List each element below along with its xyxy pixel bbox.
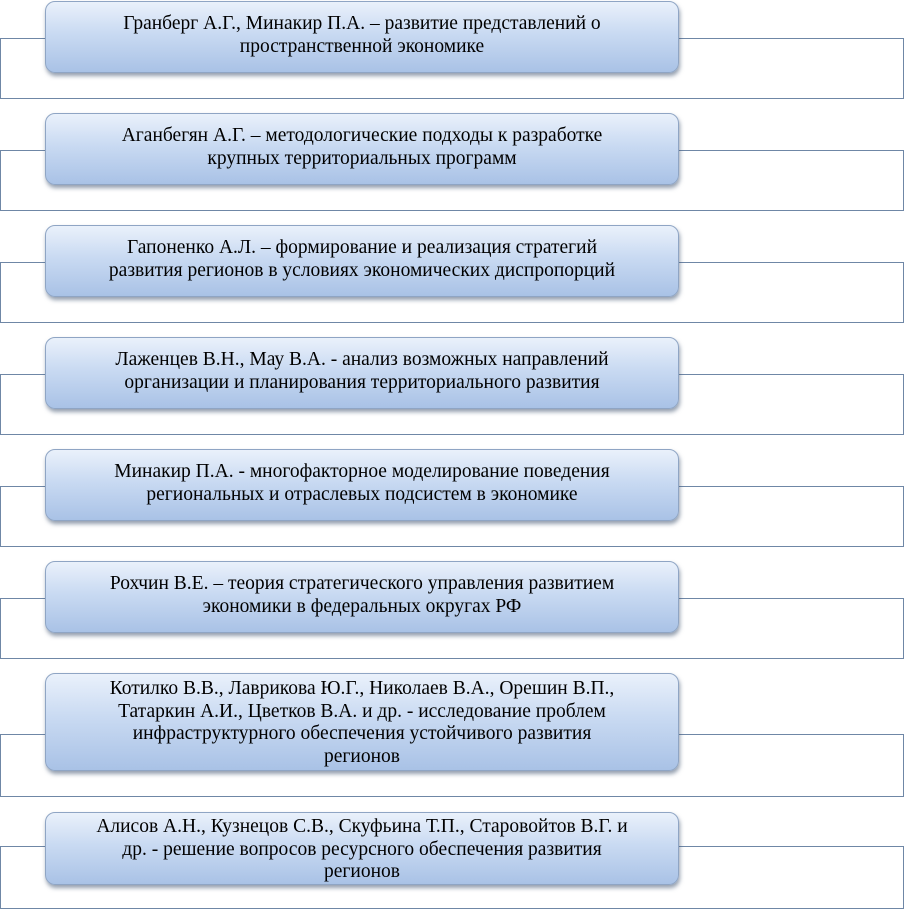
item-text: Минакир П.А. - многофакторное моделирование поведения региональных и отраслевых подсистем в экономике <box>114 461 610 505</box>
item-box-alisov <box>45 812 679 885</box>
item-box-minakir <box>45 449 679 521</box>
item-text: Лаженцев В.Н., Мау В.А. - анализ возможных направлений организации и планирования территориального развития <box>115 349 609 393</box>
item-text: Гапоненко А.Л. – формирование и реализация стратегий развития регионов в условиях экономических диспропорций <box>108 237 616 281</box>
item-text: Алисов А.Н., Кузнецов С.В., Скуфьина Т.П., Старовойтов В.Г. и др. - решение вопросов ресурсного обеспечения развития регионов <box>96 816 628 882</box>
item-text: Гранберг А.Г., Минакир П.А. – развитие представлений о пространственной экономике <box>123 13 601 57</box>
item-box-gaponenko <box>45 225 679 297</box>
item-text: Котилко В.В., Лаврикова Ю.Г., Николаев В.А., Орешин В.П., Татаркин А.И., Цветков В.А. и др. - исследование проблем инфраструктурного обеспечения устойчивого развития регионов <box>109 678 615 767</box>
item-box-rokhchin <box>45 561 679 633</box>
item-box-kotilko <box>45 673 679 771</box>
item-text: Аганбегян А.Г. – методологические подходы к разработке крупных территориальных программ <box>121 125 603 169</box>
item-box-aganbegyan <box>45 113 679 185</box>
item-text: Рохчин В.Е. – теория стратегического управления развитием экономики в федеральных округах РФ <box>109 573 615 617</box>
item-box-granberg <box>45 1 679 73</box>
item-box-lazhentsev <box>45 337 679 409</box>
